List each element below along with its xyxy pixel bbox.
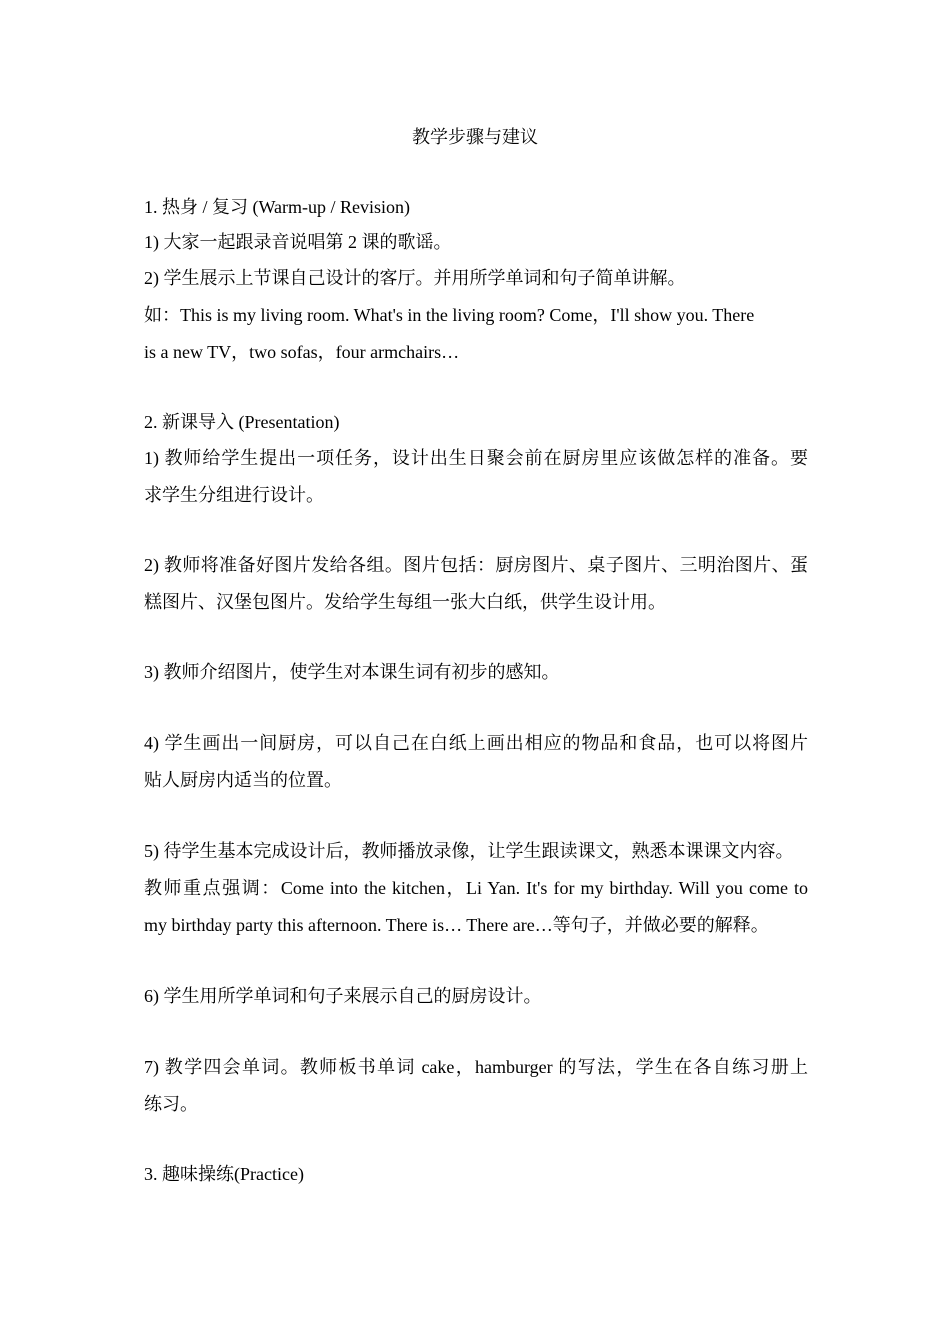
paragraph-line: 5) 待学生基本完成设计后，教师播放录像，让学生跟读课文，熟悉本课课文内容。	[144, 841, 794, 861]
paragraph-line: 1) 教师给学生提出一项任务，设计出生日聚会前在厨房里应该做怎样的准备。要	[144, 448, 808, 468]
document-title: 教学步骤与建议	[412, 127, 538, 147]
section-heading-presentation: 2. 新课导入 (Presentation)	[144, 412, 340, 432]
paragraph-line: 2) 教师将准备好图片发给各组。图片包括：厨房图片、桌子图片、三明治图片、蛋	[144, 555, 808, 575]
paragraph-line: 糕图片、汉堡包图片。发给学生每组一张大白纸，供学生设计用。	[144, 592, 666, 612]
paragraph-line: 求学生分组进行设计。	[144, 485, 324, 505]
paragraph-line: 3) 教师介绍图片，使学生对本课生词有初步的感知。	[144, 662, 560, 682]
paragraph-line: my birthday party this afternoon. There is… There are…等句子，并做必要的解释。	[144, 915, 769, 935]
paragraph-line: 1) 大家一起跟录音说唱第 2 课的歌谣。	[144, 232, 452, 252]
paragraph-line: 如：This is my living room. What's in the living room? Come，I'll show you. There	[144, 305, 755, 325]
section-heading-practice: 3. 趣味操练(Practice)	[144, 1164, 304, 1184]
paragraph-line: is a new TV，two sofas，four armchairs…	[144, 342, 460, 362]
paragraph-line: 贴人厨房内适当的位置。	[144, 770, 342, 790]
paragraph-line: 7) 教学四会单词。教师板书单词 cake，hamburger 的写法，学生在各自练习册上	[144, 1057, 808, 1077]
section-heading-warmup: 1. 热身 / 复习 (Warm-up / Revision)	[144, 197, 411, 217]
paragraph-line: 2) 学生展示上节课自己设计的客厅。并用所学单词和句子简单讲解。	[144, 268, 686, 288]
paragraph-line: 6) 学生用所学单词和句子来展示自己的厨房设计。	[144, 986, 542, 1006]
paragraph-line: 教师重点强调：Come into the kitchen，Li Yan. It's for my birthday. Will you come to	[144, 878, 808, 898]
paragraph-line: 练习。	[144, 1094, 198, 1114]
paragraph-line: 4) 学生画出一间厨房，可以自己在白纸上画出相应的物品和食品，也可以将图片	[144, 733, 808, 753]
